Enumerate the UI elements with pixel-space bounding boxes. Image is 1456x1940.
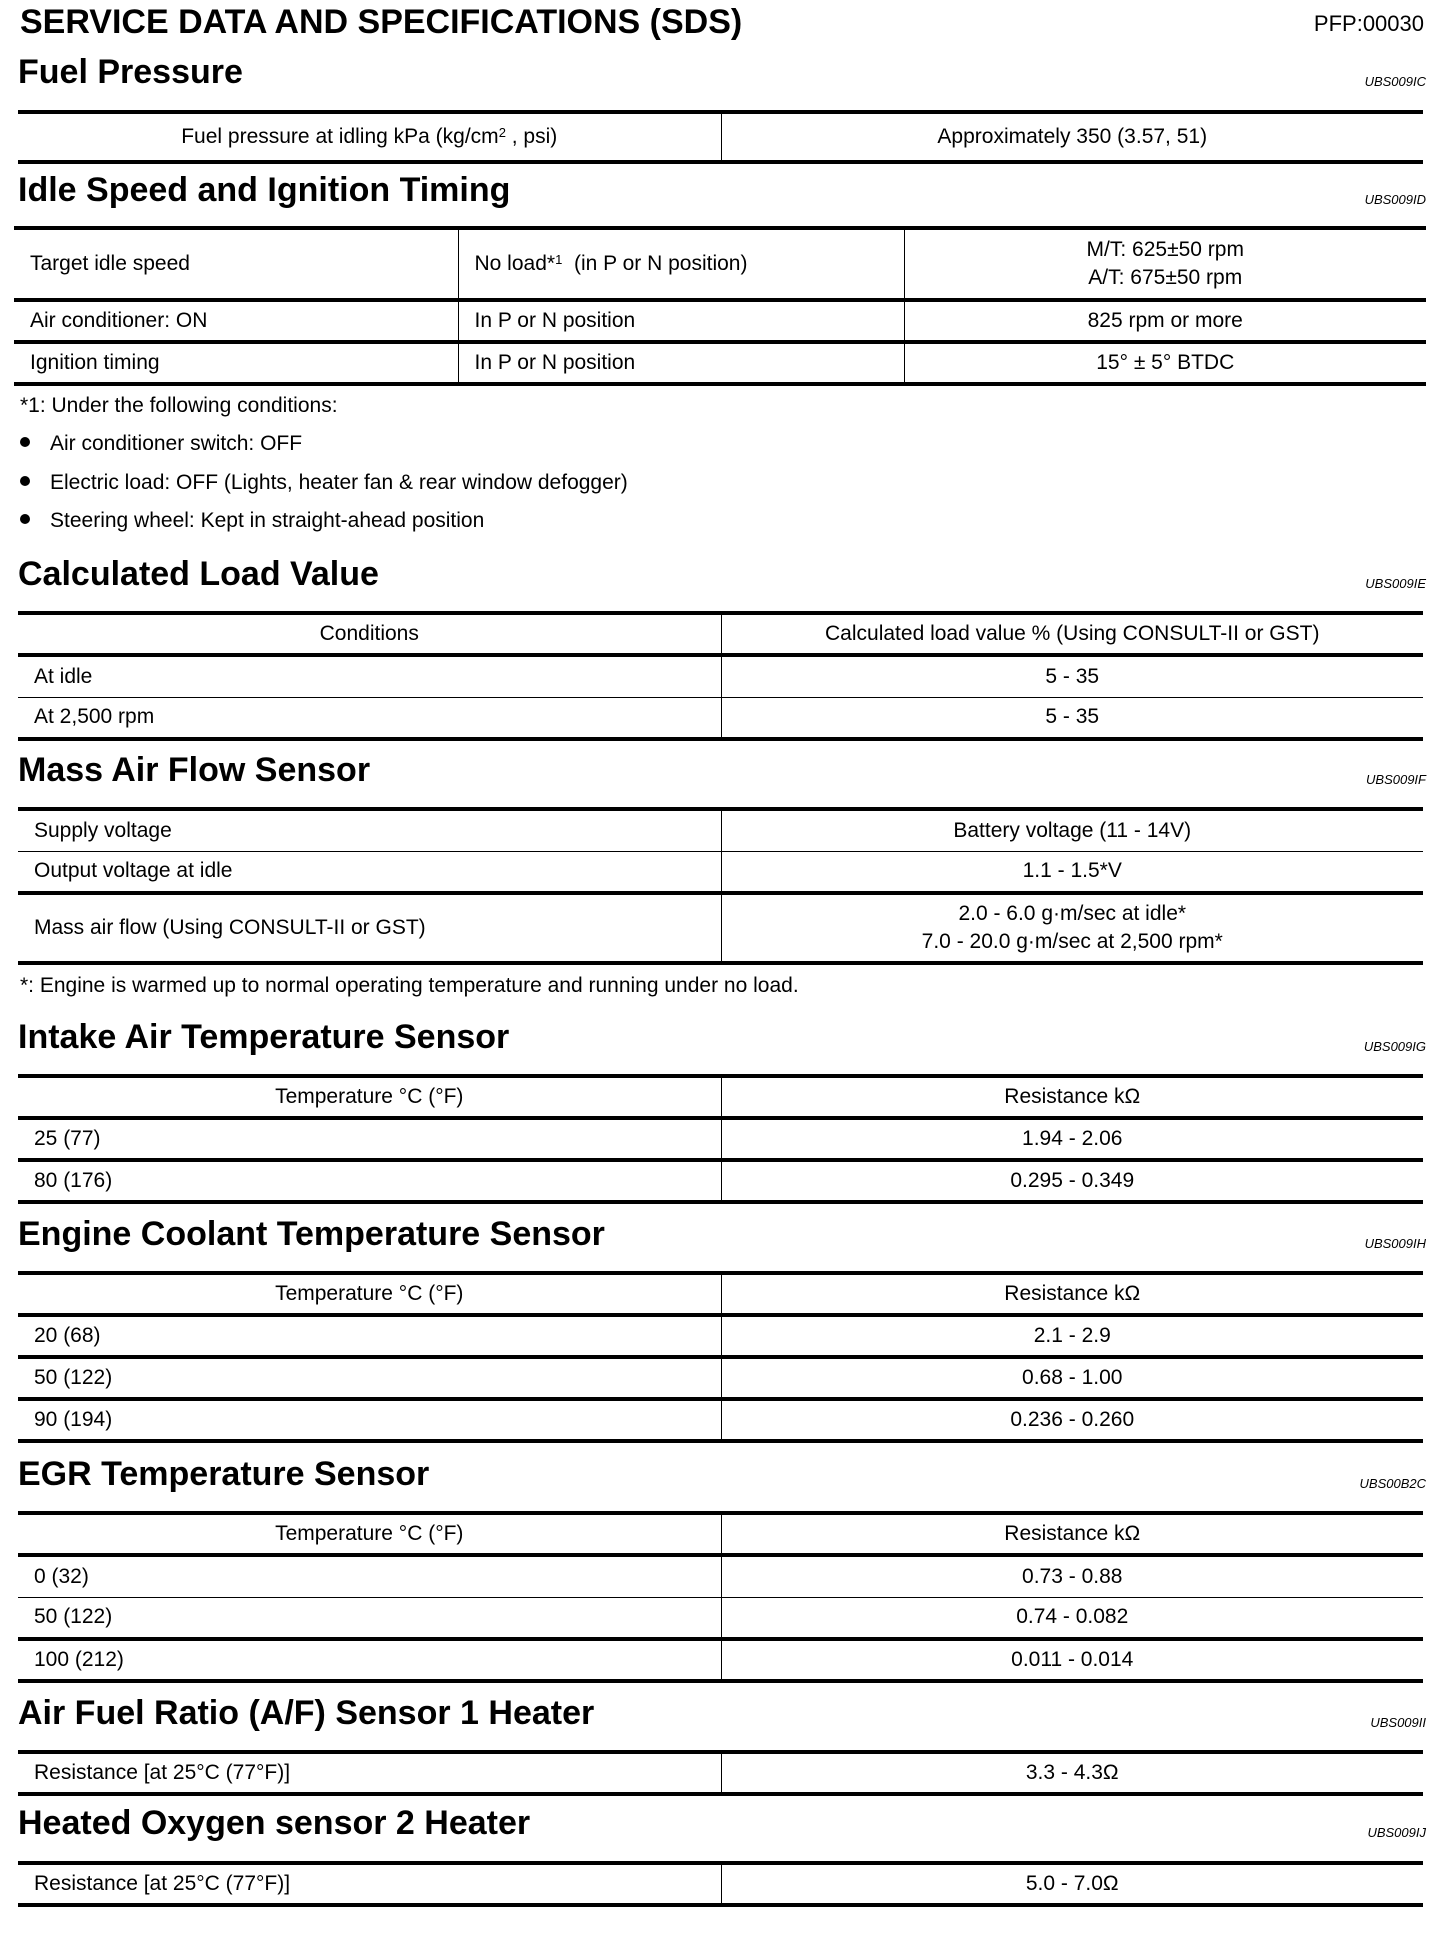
section-idle-speed-header xyxy=(18,168,1426,212)
table-row xyxy=(18,112,1423,162)
fuel-pressure-table xyxy=(18,110,1423,164)
section-code: UBS009IE xyxy=(1365,576,1426,591)
row-resistance: 0.011 - 0.014 xyxy=(721,1639,1423,1681)
section-ect-header xyxy=(18,1212,1426,1256)
section-title: Intake Air Temperature Sensor xyxy=(18,1018,510,1056)
row-value: 5 - 35 xyxy=(721,697,1423,739)
section-af-heater-header xyxy=(18,1691,1426,1735)
row-temp: 50 (122) xyxy=(18,1597,721,1639)
section-title: Mass Air Flow Sensor xyxy=(18,751,371,789)
row-item: Supply voltage xyxy=(18,809,721,851)
row-item: Output voltage at idle xyxy=(18,851,721,893)
row-value: M/T: 625±50 rpm A/T: 675±50 rpm xyxy=(904,228,1426,300)
section-title: Idle Speed and Ignition Timing xyxy=(18,171,511,209)
table-row xyxy=(18,1863,1423,1905)
column-header: Temperature °C (°F) xyxy=(18,1273,721,1315)
footnote: *1: Under the following conditions: xyxy=(20,394,338,417)
bullet-icon xyxy=(20,437,30,447)
bullet-icon xyxy=(20,514,30,524)
row-resistance: 0.68 - 1.00 xyxy=(721,1357,1423,1399)
section-code: UBS009IG xyxy=(1363,1039,1426,1054)
row-item: Ignition timing xyxy=(14,342,458,384)
row-condition: No load*$^1$ (in P or N position) xyxy=(458,228,904,300)
table-row xyxy=(18,851,1423,893)
table-row xyxy=(14,228,1426,300)
table-row xyxy=(18,1315,1423,1357)
column-header: Temperature °C (°F) xyxy=(18,1513,721,1555)
section-title: EGR Temperature Sensor xyxy=(18,1455,430,1493)
table-row xyxy=(18,697,1423,739)
row-temp: 20 (68) xyxy=(18,1315,721,1357)
af-heater-table xyxy=(18,1750,1423,1796)
section-maf-header xyxy=(18,748,1426,792)
section-code: UBS009IF xyxy=(1366,772,1426,787)
row-value: 1.1 - 1.5*V xyxy=(721,851,1423,893)
table-row xyxy=(18,1118,1423,1160)
section-ho2s-heater-header xyxy=(18,1801,1426,1845)
table-row xyxy=(18,1752,1423,1794)
row-value: 5 - 35 xyxy=(721,655,1423,697)
table-row xyxy=(18,1639,1423,1681)
section-code: UBS00B2C xyxy=(1359,1476,1426,1491)
section-title: Fuel Pressure xyxy=(18,53,243,91)
table-row xyxy=(18,655,1423,697)
section-fuel-pressure-header xyxy=(18,50,1426,94)
table-row xyxy=(18,1357,1423,1399)
section-code: UBS009IJ xyxy=(1367,1825,1426,1840)
row-temp: 50 (122) xyxy=(18,1357,721,1399)
bullet-item: Steering wheel: Kept in straight-ahead position xyxy=(20,507,484,535)
table-row xyxy=(18,893,1423,963)
bullet-icon xyxy=(20,476,30,486)
row-condition: At 2,500 rpm xyxy=(18,697,721,739)
section-title: Calculated Load Value xyxy=(18,555,379,593)
section-code: UBS009II xyxy=(1370,1715,1426,1730)
row-temp: 25 (77) xyxy=(18,1118,721,1160)
table-header-row xyxy=(18,1076,1423,1118)
table-header-row xyxy=(18,1273,1423,1315)
row-value: Battery voltage (11 - 14V) xyxy=(721,809,1423,851)
ect-table xyxy=(18,1271,1423,1443)
row-item: Resistance [at 25°C (77°F)] xyxy=(18,1752,721,1794)
table-row xyxy=(14,300,1426,342)
row-temp: 80 (176) xyxy=(18,1160,721,1202)
column-header: Calculated load value % (Using CONSULT-II or GST) xyxy=(721,613,1423,655)
section-iat-header xyxy=(18,1015,1426,1059)
row-condition: In P or N position xyxy=(458,300,904,342)
column-header: Resistance kΩ xyxy=(721,1513,1423,1555)
table-row xyxy=(18,1555,1423,1597)
maf-table xyxy=(18,807,1423,965)
row-resistance: 0.73 - 0.88 xyxy=(721,1555,1423,1597)
bullet-item: Air conditioner switch: OFF xyxy=(20,430,302,458)
column-header: Resistance kΩ xyxy=(721,1273,1423,1315)
section-code: UBS009ID xyxy=(1364,192,1426,207)
row-temp: 0 (32) xyxy=(18,1555,721,1597)
page-code: PFP:00030 xyxy=(1313,11,1424,36)
row-value: 2.0 - 6.0 g·m/sec at idle* 7.0 - 20.0 g·m/sec at 2,500 rpm* xyxy=(721,893,1423,963)
section-egr-header xyxy=(18,1452,1426,1496)
row-resistance: 0.74 - 0.082 xyxy=(721,1597,1423,1639)
row-item: Mass air flow (Using CONSULT-II or GST) xyxy=(18,893,721,963)
section-code: UBS009IH xyxy=(1364,1236,1426,1251)
table-header-row xyxy=(18,1513,1423,1555)
footnote: *: Engine is warmed up to normal operating temperature and running under no load. xyxy=(20,974,799,997)
table-row xyxy=(14,342,1426,384)
row-value: 15° ± 5° BTDC xyxy=(904,342,1426,384)
row-resistance: 2.1 - 2.9 xyxy=(721,1315,1423,1357)
section-code: UBS009IC xyxy=(1364,74,1426,89)
ho2s-heater-table xyxy=(18,1861,1423,1907)
row-value: 825 rpm or more xyxy=(904,300,1426,342)
column-header: Temperature °C (°F) xyxy=(18,1076,721,1118)
spec-value: Approximately 350 (3.57, 51) xyxy=(721,112,1423,162)
row-value: 5.0 - 7.0Ω xyxy=(721,1863,1423,1905)
section-title: Heated Oxygen sensor 2 Heater xyxy=(18,1804,531,1842)
table-row xyxy=(18,1399,1423,1441)
table-row xyxy=(18,1597,1423,1639)
idle-speed-table xyxy=(14,226,1426,386)
section-title: Air Fuel Ratio (A/F) Sensor 1 Heater xyxy=(18,1694,595,1732)
row-condition: In P or N position xyxy=(458,342,904,384)
row-item: Air conditioner: ON xyxy=(14,300,458,342)
row-resistance: 0.295 - 0.349 xyxy=(721,1160,1423,1202)
row-temp: 90 (194) xyxy=(18,1399,721,1441)
bullet-item: Electric load: OFF (Lights, heater fan & rear window defogger) xyxy=(20,469,628,497)
row-condition: At idle xyxy=(18,655,721,697)
calculated-load-table xyxy=(18,611,1423,741)
spec-label: Fuel pressure at idling kPa ($kg/cm^2$ , psi) xyxy=(18,112,721,162)
row-temp: 100 (212) xyxy=(18,1639,721,1681)
section-title: Engine Coolant Temperature Sensor xyxy=(18,1215,605,1253)
column-header: Resistance kΩ xyxy=(721,1076,1423,1118)
section-calculated-load-header xyxy=(18,552,1426,596)
row-value: 3.3 - 4.3Ω xyxy=(721,1752,1423,1794)
row-resistance: 1.94 - 2.06 xyxy=(721,1118,1423,1160)
table-row xyxy=(18,809,1423,851)
column-header: Conditions xyxy=(18,613,721,655)
row-resistance: 0.236 - 0.260 xyxy=(721,1399,1423,1441)
row-item: Resistance [at 25°C (77°F)] xyxy=(18,1863,721,1905)
page-title: SERVICE DATA AND SPECIFICATIONS (SDS) xyxy=(20,3,743,41)
table-row xyxy=(18,1160,1423,1202)
iat-table xyxy=(18,1074,1423,1204)
row-item: Target idle speed xyxy=(14,228,458,300)
egr-table xyxy=(18,1511,1423,1683)
table-header-row xyxy=(18,613,1423,655)
